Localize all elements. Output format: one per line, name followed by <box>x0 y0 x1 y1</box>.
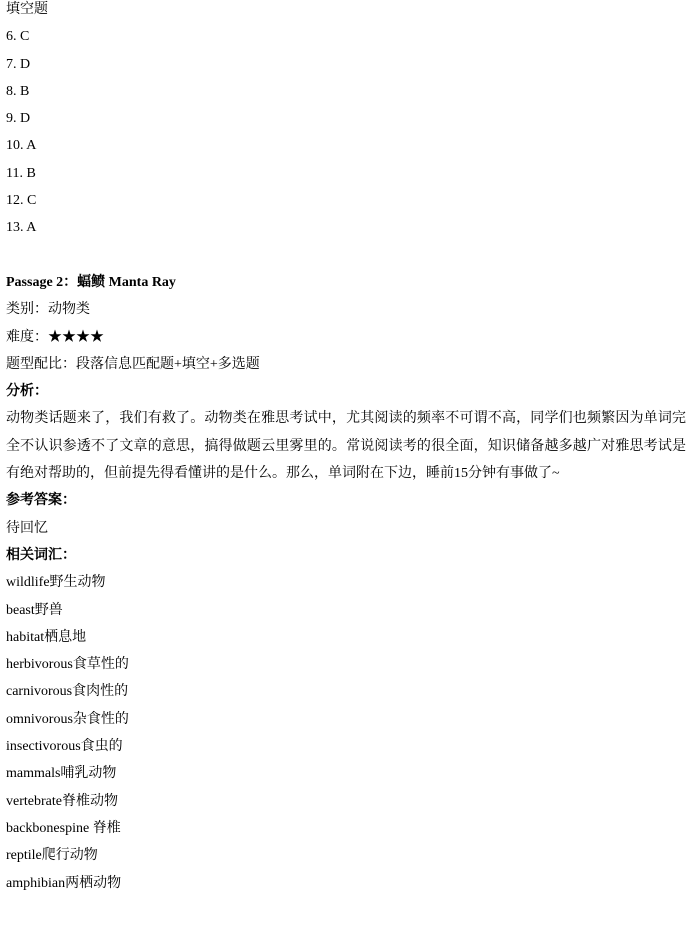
analysis-paragraph: 动物类话题来了，我们有救了。动物类在雅思考试中，尤其阅读的频率不可谓不高，同学们也频繁因为单词完全不认识参透不了文章的意思，搞得做题云里雾里的。常说阅读考的很全面，知识储备越多越广对雅思考试是有绝对帮助的，但前提先得看懂讲的是什么。那么，单词附在下边，睡前15分钟有事做了~ <box>6 411 686 482</box>
vocab-item: amphibian两栖动物 <box>6 875 122 891</box>
vocab-item: herbivorous食草性的 <box>6 657 129 673</box>
vocab-item: beast野兽 <box>6 602 63 618</box>
vocab-item: backbonespine 脊椎 <box>6 820 121 836</box>
vocab-item: omnivorous杂食性的 <box>6 711 129 727</box>
answer-list <box>6 23 690 241</box>
vocab-item: vertebrate脊椎动物 <box>6 793 118 809</box>
difficulty-line: 难度：★★★★ <box>6 329 104 345</box>
vocab-heading: 相关词汇： <box>6 547 76 563</box>
category-line: 类别：动物类 <box>6 302 90 318</box>
vocab-item: reptile爬行动物 <box>6 848 98 864</box>
answer-item: 6. C <box>6 29 30 45</box>
answer-item: 12. C <box>6 193 37 209</box>
answer-item: 11. B <box>6 165 36 181</box>
vocab-list <box>6 569 690 897</box>
vocab-item: carnivorous食肉性的 <box>6 684 129 700</box>
answer-item: 9. D <box>6 111 31 127</box>
vocab-item: habitat栖息地 <box>6 629 87 645</box>
analysis-heading: 分析： <box>6 384 48 400</box>
vocab-item: mammals哺乳动物 <box>6 766 117 782</box>
reference-text: 待回忆 <box>6 520 48 536</box>
answer-item: 13. A <box>6 220 37 236</box>
answer-item: 8. B <box>6 83 30 99</box>
answer-item: 7. D <box>6 56 31 72</box>
section-title: 填空题 <box>6 2 48 17</box>
passage-heading: Passage 2：蝠鲼 Manta Ray <box>6 274 176 290</box>
question-types-line: 题型配比：段落信息匹配题+填空+多选题 <box>6 356 260 372</box>
reference-heading: 参考答案： <box>6 493 76 509</box>
answer-item: 10. A <box>6 138 37 154</box>
spacer <box>6 242 690 269</box>
vocab-item: insectivorous食虫的 <box>6 739 123 755</box>
vocab-item: wildlife野生动物 <box>6 575 106 591</box>
